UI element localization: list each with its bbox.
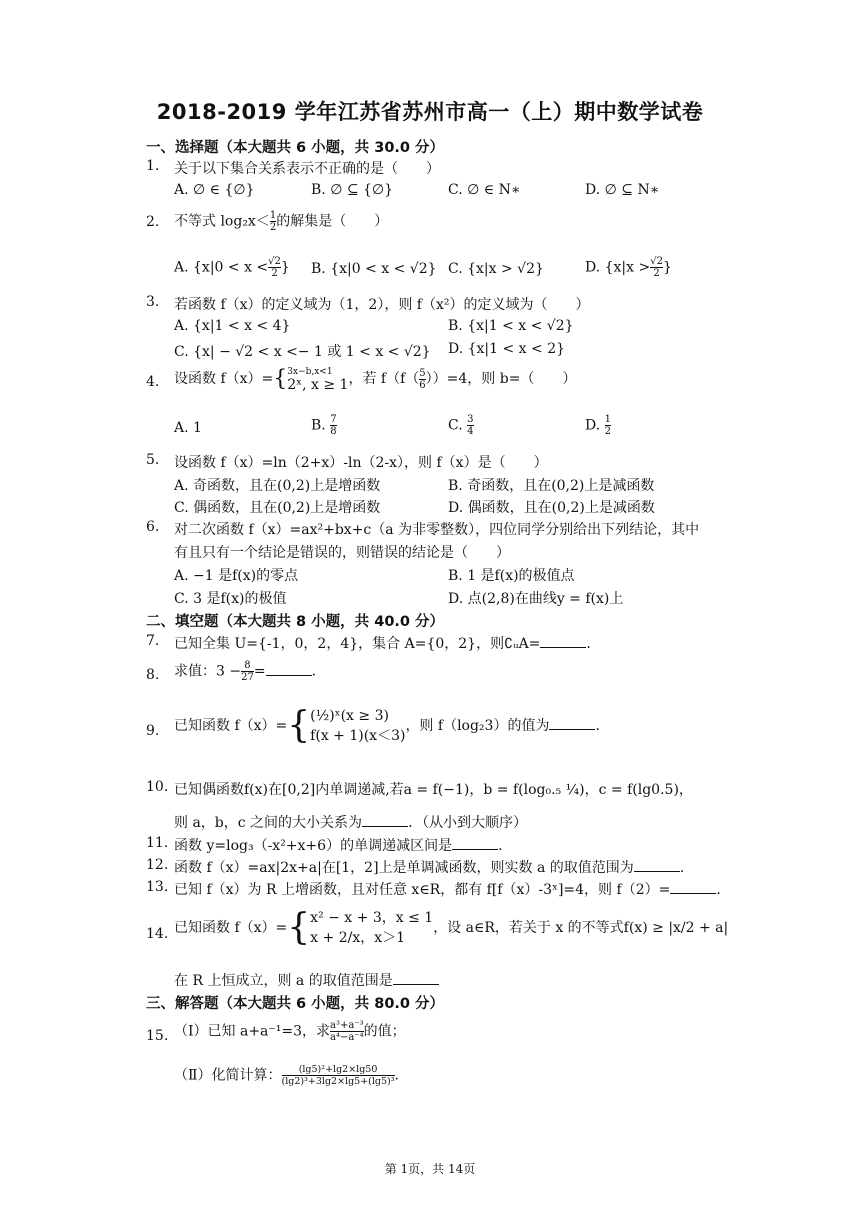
answer-blank — [634, 859, 680, 872]
option-a: A. 奇函数，且在(0,2)上是增函数 — [174, 478, 381, 494]
option-c: C. ∅ ∈ N∗ — [448, 182, 521, 198]
question-number: 12. — [146, 857, 169, 873]
piecewise-case: 2ˣ, x ≥ 1 — [287, 377, 349, 393]
question-text: 已知全集 U={-1，0，2，4}，集合 A={0，2}，则∁ᵤA= . — [174, 636, 591, 652]
option-c: C. {x| − √2 < x <− 1 或 1 < x < √2} — [174, 344, 431, 360]
option-a: A. 1 — [174, 420, 202, 436]
question-number: 13. — [146, 879, 169, 895]
option-d: D. $\frac{1}{2}$ — [585, 414, 612, 437]
option-b: B. ∅ ⊆ {∅} — [311, 182, 394, 198]
answer-blank — [549, 717, 595, 730]
question-text: （Ⅰ）已知 a+a⁻¹=3，求 $\frac{\text{a³+a⁻³}}{\text{a⁴−a⁻⁴}}$ 的值； — [174, 1020, 406, 1043]
section-heading-choice: 一、选择题（本大题共 6 小题，共 30.0 分） — [146, 140, 445, 156]
piecewise-case: x + 2/x，x＞1 — [310, 930, 406, 946]
answer-blank — [670, 881, 716, 894]
option-a: A. ∅ ∈ {∅} — [174, 182, 255, 198]
question-text: 已知 f（x）为 R 上增函数，且对任意 x∈R，都有 f[f（x）-3ˣ]=4，则 f（2）= . — [174, 882, 721, 898]
question-text-part2: （Ⅱ）化简计算： $\frac{\text{(lg5)²+lg2×lg50}}{\text{(lg2)³+3lg2×lg5+(lg5)³}}$ . — [174, 1064, 399, 1087]
option-b: B. $\frac{7}{8}$ — [311, 414, 337, 437]
answer-blank — [266, 663, 312, 676]
answer-blank — [452, 837, 498, 850]
option-b: B. {x|1 < x < √2} — [448, 318, 574, 334]
option-b: B. 1 是f(x)的极值点 — [448, 568, 575, 584]
question-text-continued: 在 R 上恒成立，则 a 的取值范围是 — [174, 970, 439, 990]
section-heading-solve: 三、解答题（本大题共 6 小题，共 80.0 分） — [146, 996, 445, 1012]
option-d: D. {x|1 < x < 2} — [448, 341, 566, 357]
page-title: 2018-2019 学年江苏省苏州市高一（上）期中数学试卷 — [156, 100, 704, 124]
question-number: 14. — [146, 926, 169, 942]
question-text: 若函数 f（x）的定义域为（1，2），则 f（x²）的定义域为（ ） — [174, 297, 590, 313]
option-c: C. $\frac{3}{4}$ — [448, 414, 474, 437]
piecewise-case: 3x−b,x<1 — [287, 367, 333, 377]
question-text: 设函数 f（x）={ 3x−b,x<1 2ˣ, x ≥ 1 ，若 f（f（ $\frac{5}{6}$ ））=4，则 b=（ ） — [174, 366, 577, 393]
option-c: C. 3 是f(x)的极值 — [174, 591, 287, 607]
question-number: 8. — [146, 667, 160, 683]
option-d: D. {x|x > $\frac{√2}{2}$ } — [585, 256, 672, 279]
question-number: 10. — [146, 779, 169, 795]
question-number: 11. — [146, 835, 169, 851]
question-text-part: 的解集是（ ） — [276, 213, 389, 230]
option-d: D. ∅ ⊆ N∗ — [585, 182, 660, 198]
answer-blank — [540, 635, 586, 648]
option-a: A. −1 是f(x)的零点 — [174, 568, 299, 584]
question-text: 关于以下集合关系表示不正确的是（ ） — [174, 161, 440, 177]
option-c: C. 偶函数，且在(0,2)上是增函数 — [174, 500, 381, 516]
question-number: 5. — [146, 452, 160, 468]
piecewise-case: (½)ˣ(x ≥ 3) — [310, 708, 389, 724]
question-text: 已知偶函数f(x)在[0,2]内单调递减,若a = f(−1)，b = f(log₀.₅ ¼)，c = f(lg0.5)， — [174, 782, 693, 798]
question-text: 已知函数 f（x）={ (½)ˣ(x ≥ 3) f(x + 1)(x＜3) ，则 f（log₂3）的值为 . — [174, 705, 600, 746]
question-number: 6. — [146, 519, 160, 535]
piecewise-case: x² − x + 3，x ≤ 1 — [310, 910, 434, 926]
question-number: 7. — [146, 633, 160, 649]
question-text: 对二次函数 f（x）=ax²+bx+c（a 为非零整数），四位同学分别给出下列结论，其中 — [174, 522, 700, 538]
question-text: 求值：3 − $\frac{8}{27}$ = . — [174, 660, 317, 683]
answer-blank — [362, 814, 408, 827]
option-b: B. 奇函数，且在(0,2)上是减函数 — [448, 478, 655, 494]
option-d: D. 偶函数，且在(0,2)上是减函数 — [448, 500, 655, 516]
option-d: D. 点(2,8)在曲线y = f(x)上 — [448, 591, 624, 607]
option-b: B. {x|0 < x < √2} — [311, 261, 437, 277]
question-text: 函数 f（x）=ax|2x+a|在[1，2]上是单调减函数，则实数 a 的取值范围为 . — [174, 860, 685, 876]
option-a: A. {x|0 < x < $\frac{√2}{2}$ } — [174, 256, 290, 279]
question-text — [174, 210, 388, 233]
page-footer: 第 1页，共 14页 — [384, 1162, 476, 1176]
question-text-continued: 则 a，b，c 之间的大小关系为 ．（从小到大顺序） — [174, 815, 528, 831]
option-c: C. {x|x > √2} — [448, 261, 544, 277]
answer-blank — [393, 972, 439, 985]
question-text-continued: 有且只有一个结论是错误的，则错误的结论是（ ） — [174, 545, 510, 561]
section-heading-fill: 二、填空题（本大题共 8 小题，共 40.0 分） — [146, 614, 445, 630]
fraction: $\frac{1}{2}$ — [269, 210, 277, 233]
option-a: A. {x|1 < x < 4} — [174, 318, 291, 334]
piecewise-case: f(x + 1)(x＜3) — [310, 728, 406, 744]
question-number: 1. — [146, 158, 160, 174]
question-text: 已知函数 f（x）={ x² − x + 3，x ≤ 1 x + 2/x，x＞1 ，设 a∈R，若关于 x 的不等式f(x) ≥ |x/2 + a| — [174, 907, 729, 948]
question-text: 设函数 f（x）=ln（2+x）-ln（2-x），则 f（x）是（ ） — [174, 455, 548, 471]
question-text-part: 不等式 log₂x＜ — [174, 213, 270, 230]
question-number: 9. — [146, 723, 160, 739]
question-number: 4. — [146, 374, 160, 390]
question-text: 函数 y=log₃（-x²+x+6）的单调递减区间是 . — [174, 838, 503, 854]
question-number: 15. — [146, 1028, 169, 1044]
question-number: 2. — [146, 214, 160, 230]
question-number: 3. — [146, 294, 160, 310]
